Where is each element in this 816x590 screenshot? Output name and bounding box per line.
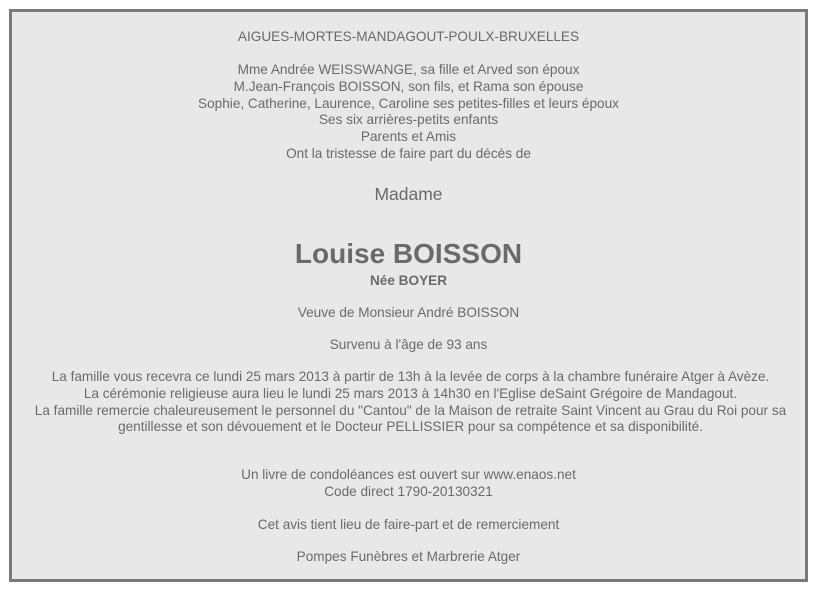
locations-header: AIGUES-MORTES-MANDAGOUT-POULX-BRUXELLES xyxy=(237,29,580,44)
ceremony-line: La cérémonie religieuse aura lieu le lundi 25 mars 2013 à 14h30 en l'Eglise deSaint Grégoire de Mandagout. xyxy=(83,385,738,401)
family-line: M.Jean-François BOISSON, son fils, et Rama son épouse xyxy=(233,78,584,94)
family-list xyxy=(12,62,805,163)
ceremony-details xyxy=(34,369,787,436)
birth-name: Née BOYER xyxy=(369,273,448,288)
age-at-death: Survenu à l'âge de 93 ans xyxy=(329,337,488,352)
obituary-notice xyxy=(9,9,808,582)
widow-of: Veuve de Monsieur André BOISSON xyxy=(297,305,520,320)
condolences-info xyxy=(12,467,805,501)
ceremony-line: La famille vous recevra ce lundi 25 mars 2013 à partir de 13h à la levée de corps à la chambre funéraire Atger à Avèze. xyxy=(51,369,770,384)
honorific: Madame xyxy=(374,184,443,204)
condolences-code: Code direct 1790-20130321 xyxy=(324,483,493,499)
family-line: Ses six arrières-petits enfants xyxy=(318,112,499,128)
family-line: Sophie, Catherine, Laurence, Caroline ses petites-filles et leurs époux xyxy=(198,95,619,111)
family-line: Parents et Amis xyxy=(360,129,457,145)
notice-note: Cet avis tient lieu de faire-part et de remerciement xyxy=(257,517,560,532)
condolences-line: Un livre de condoléances est ouvert sur www.enaos.net xyxy=(241,467,576,482)
ceremony-line: La famille remercie chaleureusement le personnel du "Cantou" de la Maison de retraite Saint Vincent au Grau du Roi pour sa gentillesse et son dévouement et le Docteur PELLISSIER pour sa compétence et sa disponibilité. xyxy=(34,402,787,435)
family-line: Ont la tristesse de faire part du décès de xyxy=(286,145,531,161)
family-line: Mme Andrée WEISSWANGE, sa fille et Arved son époux xyxy=(237,62,580,77)
deceased-name: Louise BOISSON xyxy=(294,238,523,269)
funeral-home: Pompes Funèbres et Marbrerie Atger xyxy=(296,549,521,564)
